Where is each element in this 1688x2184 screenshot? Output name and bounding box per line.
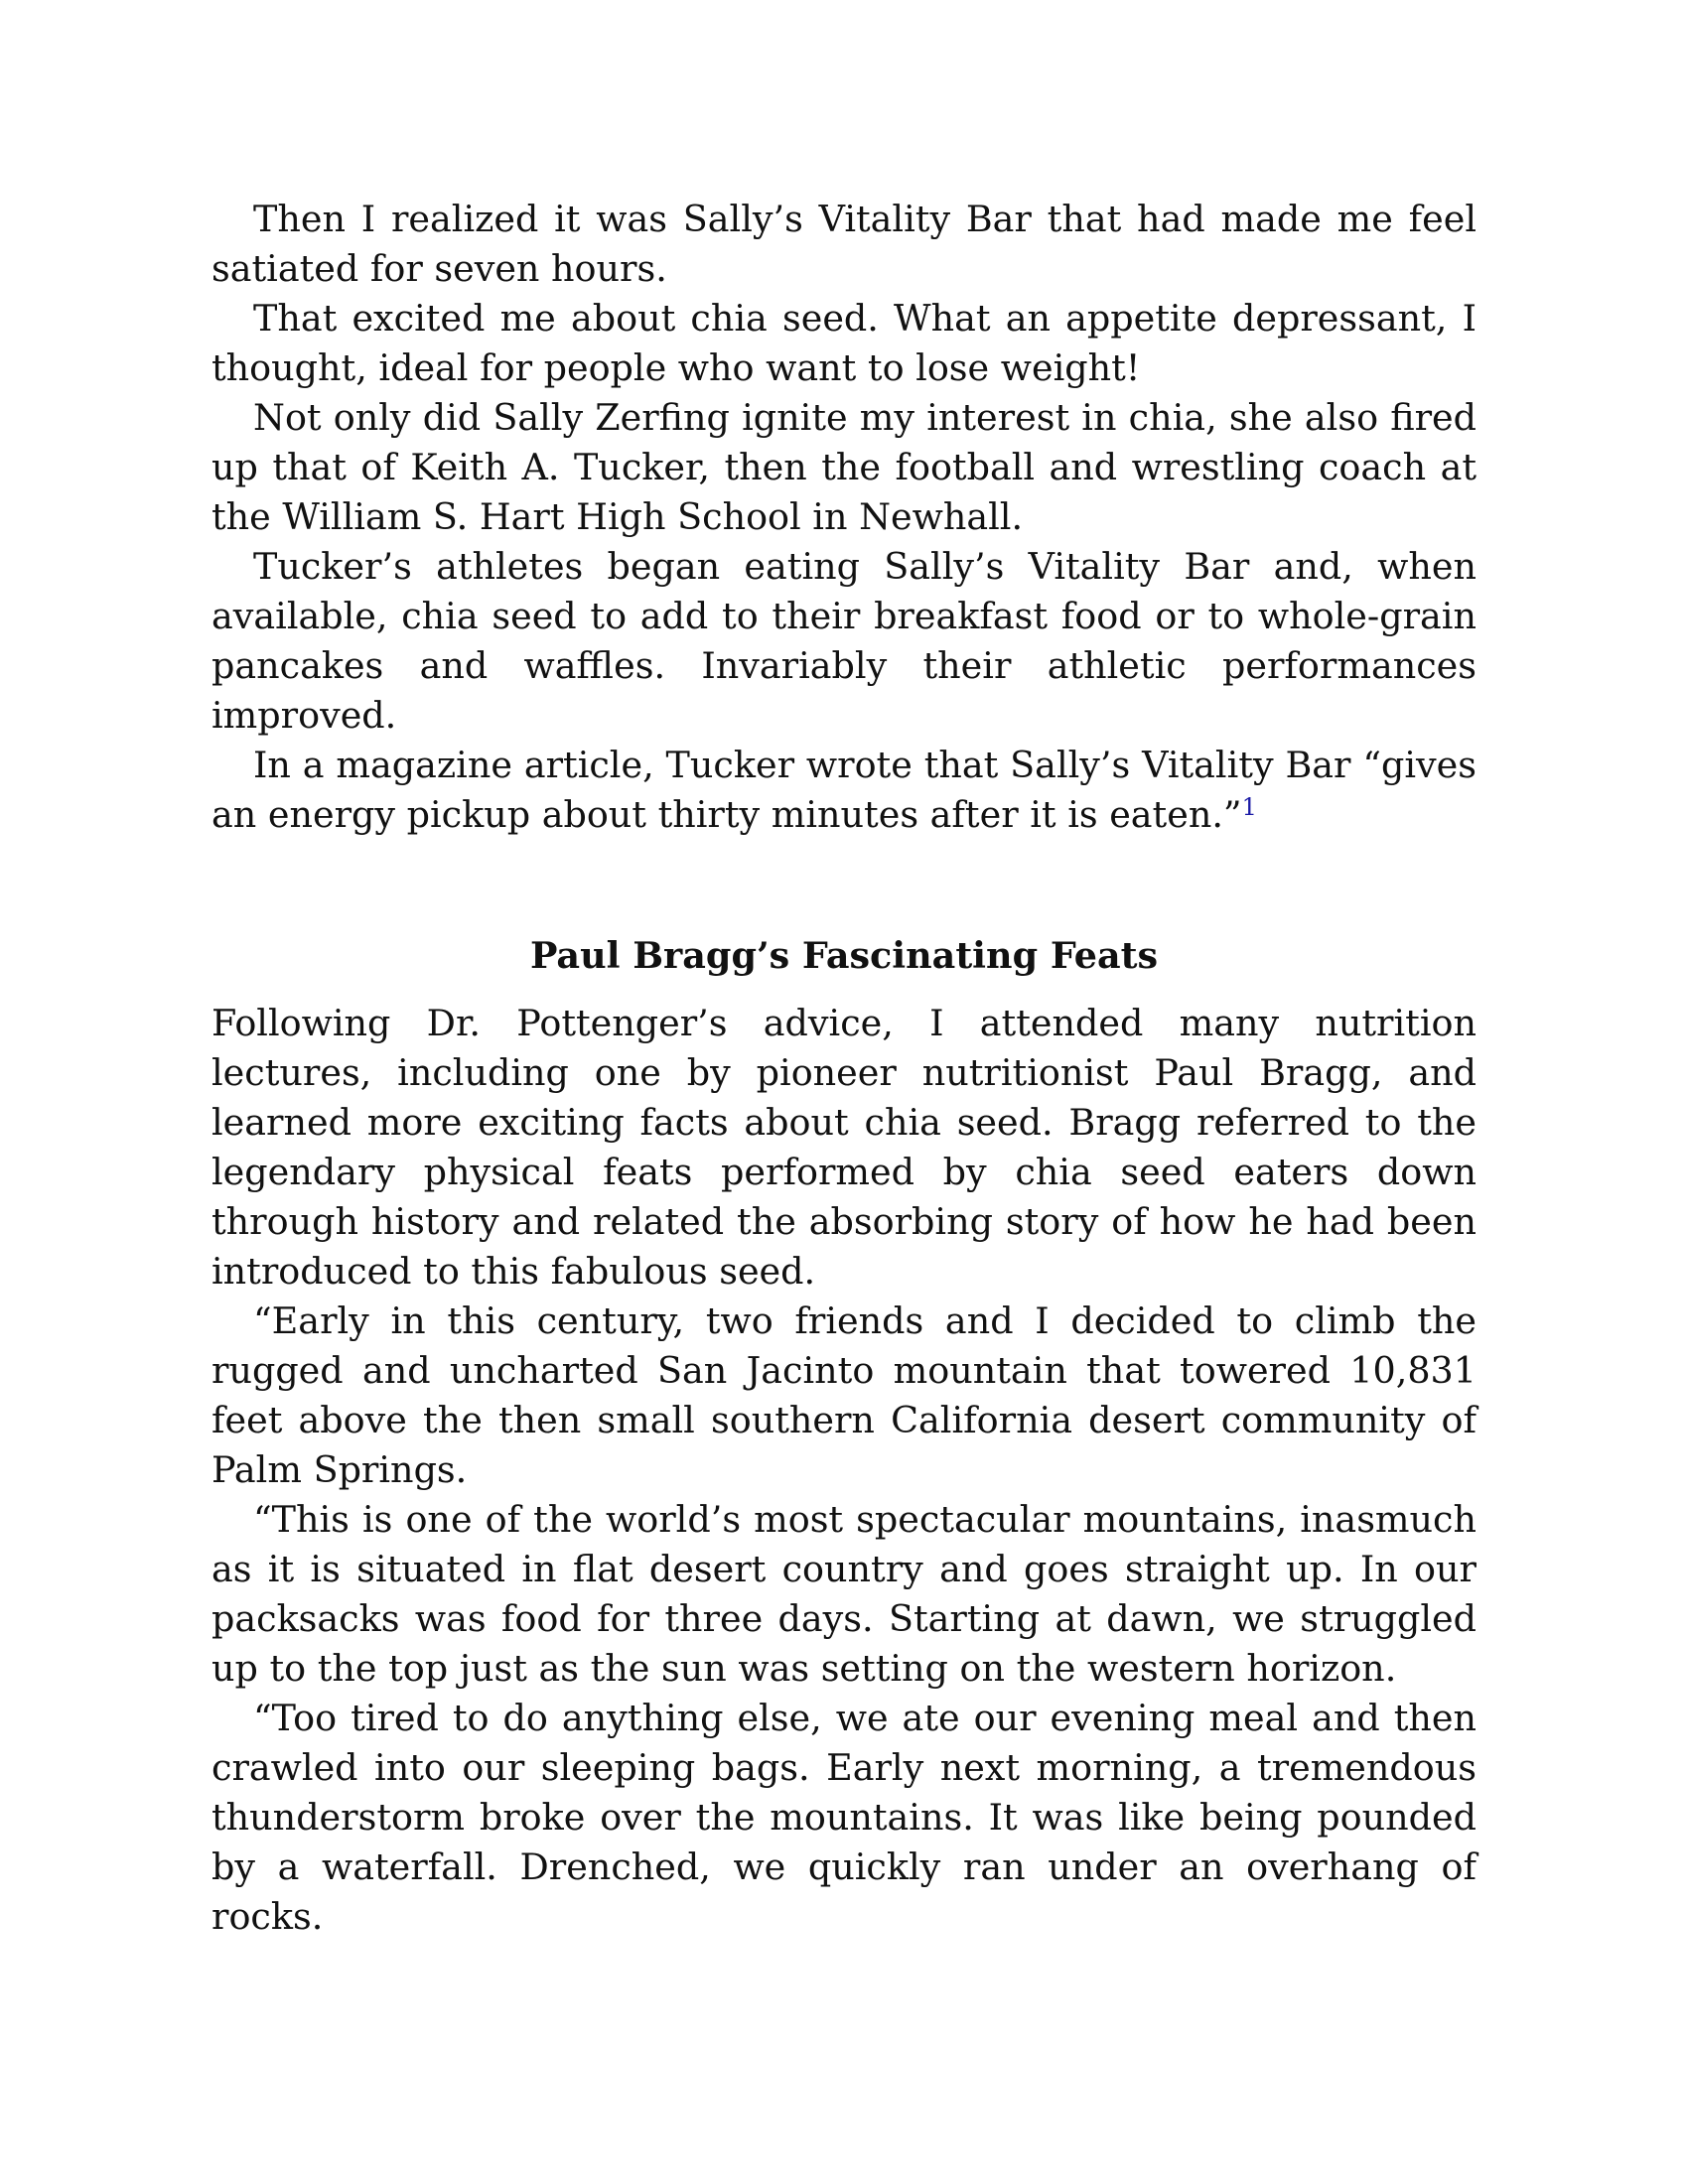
paragraph: Then I realized it was Sally’s Vitality Bar that had made me feel satiated for seven hours. [211,198,1477,290]
paragraph: That excited me about chia seed. What an appetite depressant, I thought, ideal for people who want to lose weight! [211,297,1477,389]
footnote-reference-link[interactable]: 1 [1241,793,1257,821]
paragraph-text: In a magazine article, Tucker wrote that Sally’s Vitality Bar “gives an energy pickup about thirty minutes after it is eaten.” [211,744,1477,836]
paragraph: “Too tired to do anything else, we ate our evening meal and then crawled into our sleeping bags. Early next morning, a tremendous thunderstorm broke over the mountains. It was like being pounded by a waterfall. Drenched, we quickly ran under an overhang of rocks. [211,1697,1477,1938]
book-page [211,195,1477,1942]
paragraph: “Early in this century, two friends and I decided to climb the rugged and uncharted San Jacinto mountain that towered 10,831 feet above the then small southern California desert community of Palm Springs. [211,1299,1477,1491]
paragraph: Not only did Sally Zerfing ignite my interest in chia, she also fired up that of Keith A. Tucker, then the football and wrestling coach at the William S. Hart High School in Newhall. [211,396,1477,538]
paragraph: “This is one of the world’s most spectacular mountains, inasmuch as it is situated in flat desert country and goes straight up. In our packsacks was food for three days. Starting at dawn, we struggled up to the top just as the sun was setting on the western horizon. [211,1498,1477,1690]
section-heading: Paul Bragg’s Fascinating Feats [529,934,1159,977]
paragraph-with-footnote [211,741,1477,840]
paragraph: Following Dr. Pottenger’s advice, I attended many nutrition lectures, including one by pioneer nutritionist Paul Bragg, and learned more exciting facts about chia seed. Bragg referred to the legendary physical feats performed by chia seed eaters down through history and related the absorbing story of how he had been introduced to this fabulous seed. [211,1002,1477,1293]
paragraph: Tucker’s athletes began eating Sally’s Vitality Bar and, when available, chia seed to add to their breakfast food or to whole-grain pancakes and waffles. Invariably their athletic performances improved. [211,545,1477,737]
